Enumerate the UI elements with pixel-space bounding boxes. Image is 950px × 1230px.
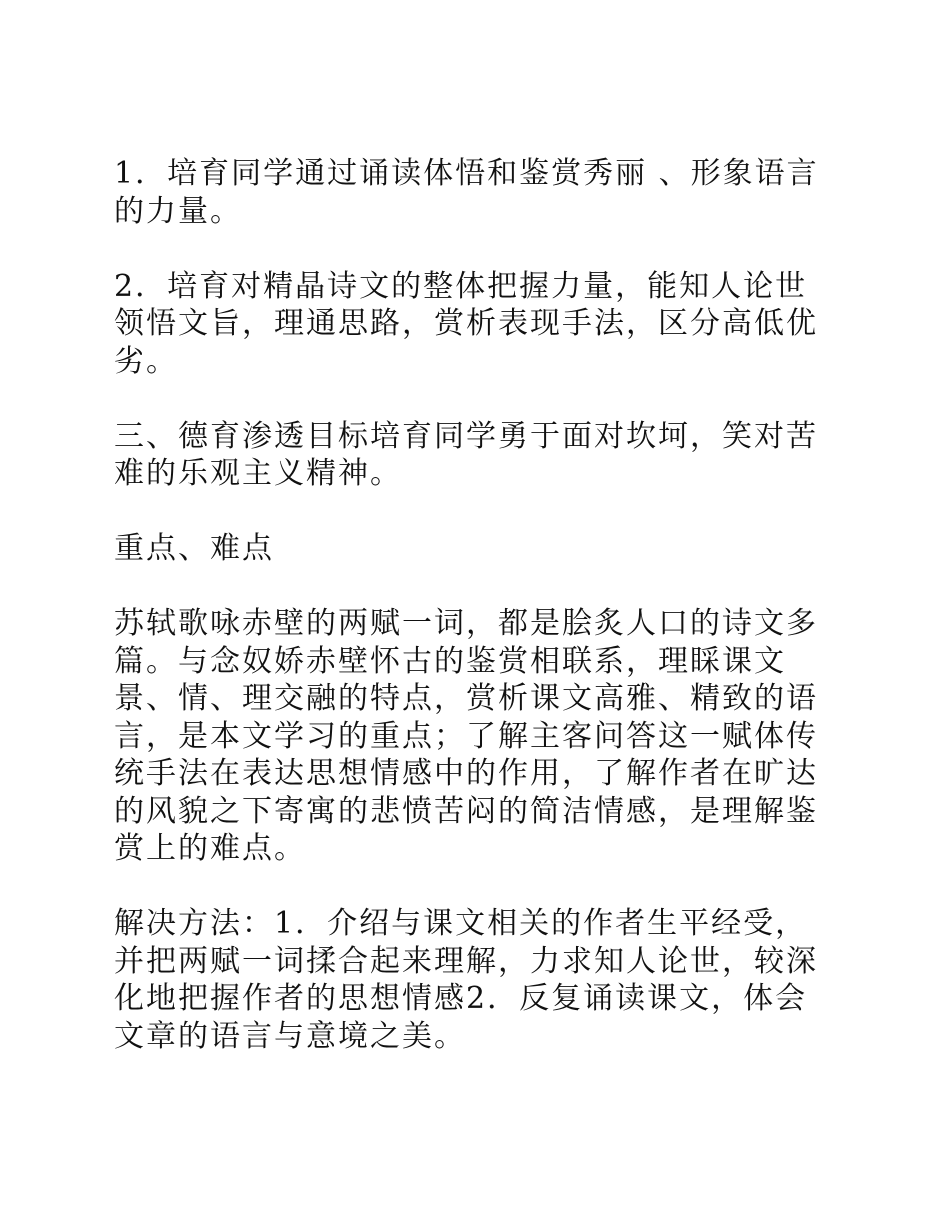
objective-item-2: 2．培育对精晶诗文的整体把握力量，能知人论世领悟文旨，理通思路，赏析表现手法，区分高低优劣。 [114, 268, 818, 379]
objective-item-1: 1．培育同学通过诵读体悟和鉴赏秀丽 、形象语言的力量。 [114, 156, 819, 229]
document-body [114, 155, 836, 1055]
solution-methods-paragraph: 解决方法：1．介绍与课文相关的作者生平经受，并把两赋一词揉合起来理解，力求知人论世，较深化地把握作者的思想情感2．反复诵读课文，体会文章的语言与意境之美。 [114, 906, 818, 1054]
key-points-paragraph: 苏轼歌咏赤壁的两赋一词，都是脍炙人口的诗文多篇。与念奴娇赤壁怀古的鉴赏相联系，理睬课文景、情、理交融的特点，赏析课文高雅、精致的语言，是本文学习的重点；了解主客问答这一赋体传统手法在表达思想情感中的作用，了解作者在旷达的风貌之下寄寓的悲愤苦闷的简洁情感，是理解鉴赏上的难点。 [114, 606, 818, 866]
section-heading-key-points: 重点、难点 [114, 531, 274, 566]
moral-education-goal: 三、德育渗透目标培育同学勇于面对坎坷，笑对苦难的乐观主义精神。 [114, 418, 818, 491]
